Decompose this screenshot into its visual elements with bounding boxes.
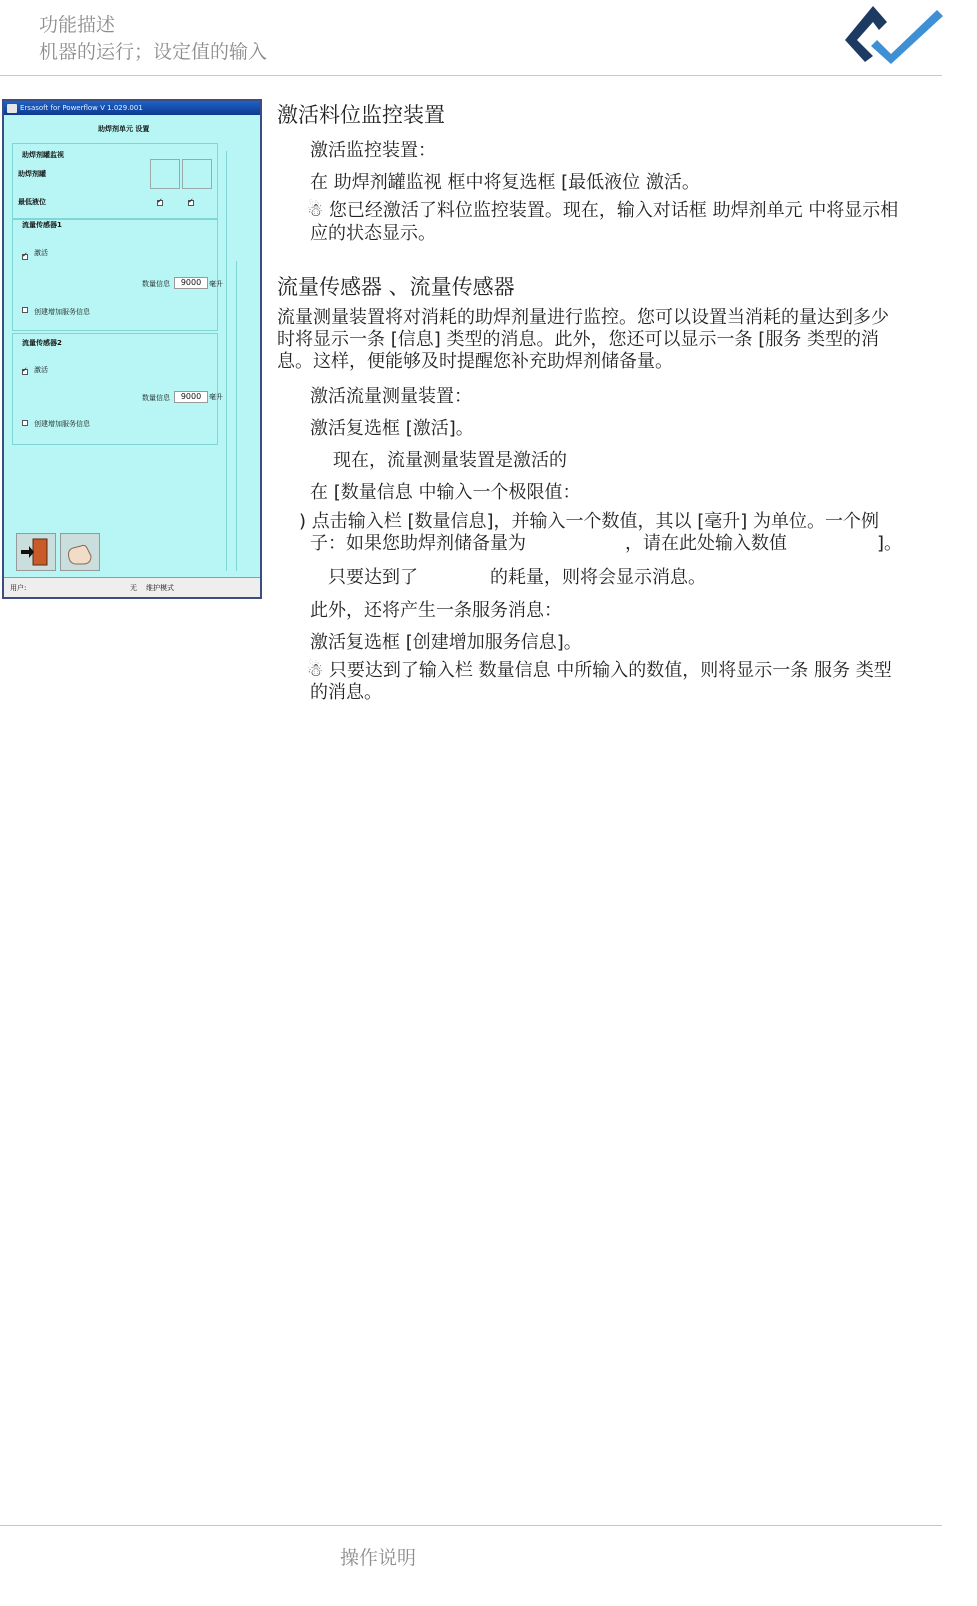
step-service-msg: 此外，还将产生一条服务消息： (310, 600, 562, 621)
min-level-checkbox-1[interactable] (157, 200, 163, 206)
status-user-label: 用户: (10, 584, 27, 592)
header-subtitle: 机器的运行；设定值的输入 (39, 41, 268, 63)
instruction-line: ) 点击输入栏 [数量信息]，并输入一个数值，其以 [毫升] 为单位。一个例 (299, 511, 879, 532)
window-titlebar (4, 101, 260, 115)
sensor1-service-checkbox[interactable] (22, 307, 28, 313)
instruction-line-cont2: ，请在此处输入数值 (625, 533, 787, 554)
min-level-checkbox-2[interactable] (188, 200, 194, 206)
monitor-group-title: 助焊剂罐监视 (22, 151, 64, 159)
step-activate-flow: 激活流量测量装置： (310, 386, 472, 407)
sensor2-unit: 毫升 (209, 393, 223, 401)
min-level-label: 最低液位 (18, 198, 46, 206)
software-screenshot (2, 99, 262, 599)
exit-door-button[interactable] (16, 533, 56, 571)
result-line: ☃ 只要达到了输入栏 数量信息 中所输入的数值，则将显示一条 服务 类型 (307, 660, 892, 681)
result-line: ☃ 您已经激活了料位监控装置。现在，输入对话框 助焊剂单元 中将显示相 (307, 200, 899, 221)
footer-divider (0, 1525, 942, 1526)
result-line-cont: 的消息。 (310, 682, 382, 703)
footer-text: 操作说明 (340, 1547, 417, 1569)
window-title: Ersasoft for Powerflow V 1.029.001 (20, 104, 143, 112)
sensor1-activate-checkbox[interactable] (22, 254, 28, 260)
app-icon (7, 104, 17, 113)
dialog-title: 助焊剂单元 设置 (98, 125, 150, 133)
result-line: 现在，流量测量装置是激活的 (333, 450, 567, 471)
panel-line (236, 261, 237, 571)
step-activate-monitor: 激活监控装置： (310, 140, 436, 161)
paragraph-line: 流量测量装置将对消耗的助焊剂量进行监控。您可以设置当消耗的量达到多少 (277, 307, 889, 328)
sensor1-activate-label: 激活 (34, 249, 48, 257)
instruction-line: 激活复选框 [激活]。 (310, 418, 474, 439)
step-limit: 在 [数量信息 中输入一个极限值： (310, 482, 581, 503)
paragraph-line: 息。这样，便能够及时提醒您补充助焊剂储备量。 (277, 351, 673, 372)
sensor2-title: 流量传感器2 (22, 339, 62, 347)
result-line: 只要达到了 (328, 567, 418, 588)
hand-icon (61, 534, 99, 570)
tank-indicator-2 (182, 159, 212, 189)
section-heading-level-monitor: 激活料位监控装置 (277, 103, 445, 127)
confirm-hand-button[interactable] (60, 533, 100, 571)
exit-door-icon (17, 534, 55, 570)
instruction-line: 在 助焊剂罐监视 框中将复选框 [最低液位 激活。 (310, 172, 700, 193)
instruction-line: 激活复选框 [创建增加服务信息]。 (310, 632, 582, 653)
status-mode: 维护模式 (146, 584, 174, 592)
sensor2-qty-label: 数量信息 (142, 394, 170, 402)
sensor2-activate-label: 激活 (34, 366, 48, 374)
instruction-line-cont: 子：如果您助焊剂储备量为 (310, 533, 526, 554)
sensor1-unit: 毫升 (209, 280, 223, 288)
status-user-value: 无 (130, 584, 137, 592)
status-bar (4, 577, 260, 598)
result-line-cont: 的耗量，则将会显示消息。 (490, 567, 706, 588)
header-section-title: 功能描述 (39, 14, 116, 36)
sensor1-qty-input[interactable]: 9000 (174, 277, 208, 289)
tank-label: 助焊剂罐 (18, 170, 46, 178)
sensor1-service-label: 创建增加服务信息 (34, 308, 90, 316)
paragraph-line: 时将显示一条 [信息] 类型的消息。此外，您还可以显示一条 [服务 类型的消 (277, 329, 879, 350)
sensor2-qty-input[interactable]: 9000 (174, 391, 208, 403)
sensor2-service-checkbox[interactable] (22, 420, 28, 426)
tank-indicator-1 (150, 159, 180, 189)
sensor1-qty-label: 数量信息 (142, 280, 170, 288)
instruction-line-end: ]。 (877, 533, 903, 554)
section-heading-flow-sensor: 流量传感器 、流量传感器 (277, 275, 515, 299)
company-logo-icon (843, 0, 943, 64)
panel-line (226, 151, 227, 571)
header-divider (0, 75, 942, 76)
sensor2-activate-checkbox[interactable] (22, 369, 28, 375)
result-line-cont: 应的状态显示。 (310, 223, 436, 244)
sensor1-title: 流量传感器1 (22, 221, 62, 229)
sensor2-service-label: 创建增加服务信息 (34, 420, 90, 428)
